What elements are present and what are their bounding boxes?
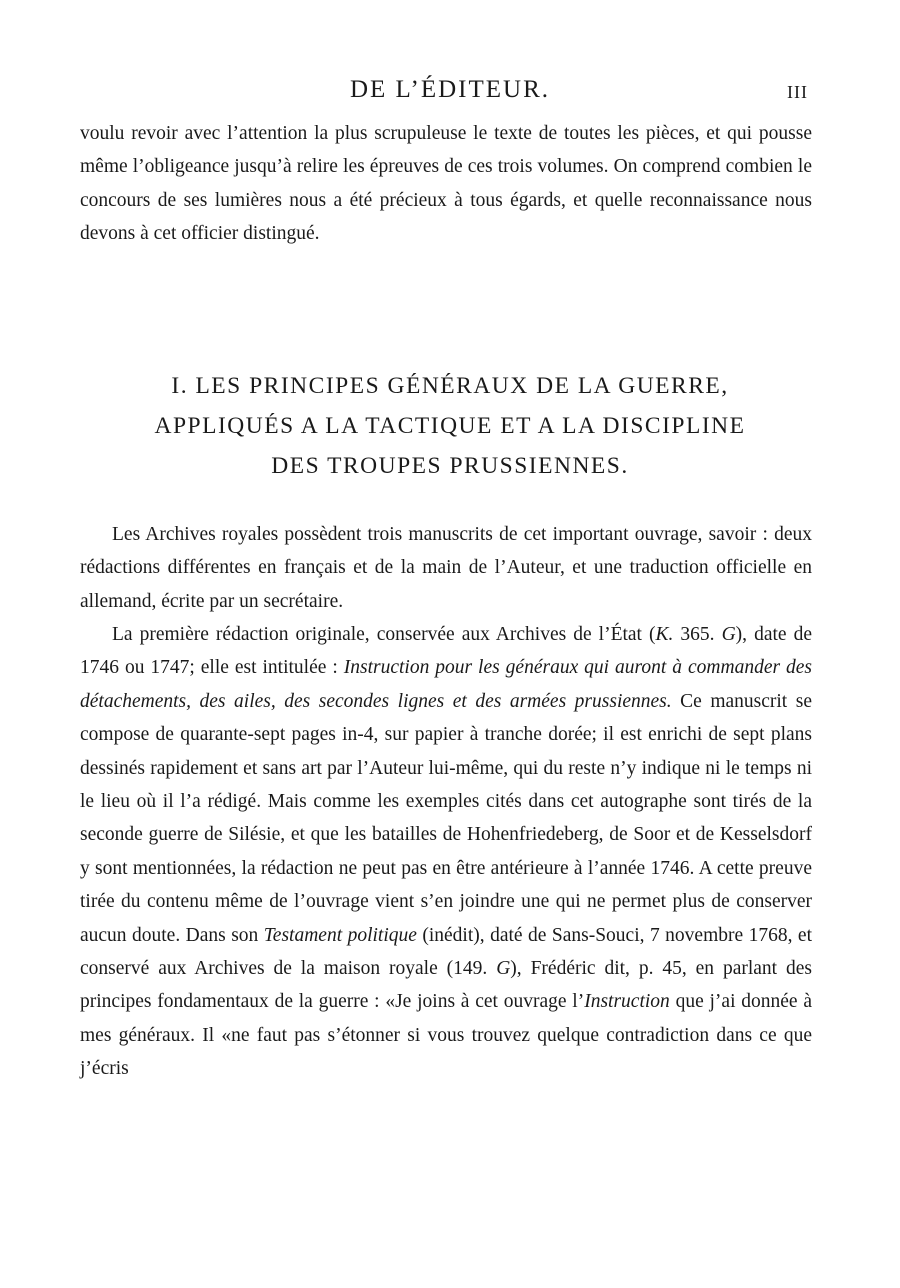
text-segment: (inédit), daté de Sans-Souci, 7 novembre 1768, et conservé aux Archives de la maison royale (149. [80,924,812,980]
text-segment: ), date de 1746 ou 1747; elle est intitulée : [80,624,812,679]
paragraph-manuscripts: Les Archives royales possèdent trois manuscrits de cet important ouvrage, savoir : deux rédactions différentes en français et de la main de l’Auteur, et une traduction officielle en allemand, écrite par un secrétaire. [80,524,812,612]
section-heading [0,366,900,486]
text-segment: que j’ai donnée à mes généraux. Il «ne faut pas s’étonner si vous trouvez quelque contradiction dans ce que j’écris [80,991,813,1080]
text-segment: La première rédaction originale, conservée aux Archives de l’État ( [112,624,656,645]
page-number: III [787,82,808,102]
archive-reference: G [721,624,736,645]
continued-paragraph: voulu revoir avec l’attention la plus scrupuleuse le texte de toutes les pièces, et qui pousse même l’obligeance jusqu’à relire les épreuves de ces trois volumes. On comprend combien le concours de ses lumières nous a été précieux à tous égards, et quelle reconnaissance nous devons à cet officier distingué. [80,123,812,245]
running-head [0,76,900,110]
section-heading-line-2: APPLIQUÉS A LA TACTIQUE ET A LA DISCIPLINE [154,413,746,439]
archive-reference: K. [655,624,674,645]
running-title: DE L’ÉDITEUR. [349,76,551,103]
text-segment: 365. [673,624,722,645]
work-title: Instruction [584,991,670,1013]
paragraph-first-redaction [80,618,812,1086]
work-title: Instruction pour les généraux qui auront à commander des détachements, des ailes, des secondes lignes et des armées prussiennes. [80,657,813,712]
section-heading-line-1: I. LES PRINCIPES GÉNÉRAUX DE LA GUERRE, [171,373,729,399]
archive-reference: G [496,958,511,980]
section-heading-line-3: DES TROUPES PRUSSIENNES. [271,453,629,479]
work-title: Testament politique [263,924,417,946]
text-segment: Ce manuscrit se compose de quarante-sept pages in-4, sur papier à tranche dorée; il est enrichi de sept plans dessinés rapidement et sans art par l’Auteur lui-même, qui du reste n’y indique ni le temps ni le lieu où il l’a rédigé. Mais comme les exemples cités dans cet autographe sont tirés de la seconde guerre de Silésie, et que les batailles de Hohenfriedeberg, de Soor et de Kesselsdorf y sont mentionnées, la rédaction ne peut pas en être antérieure à l’année 1746. A cette preuve tirée du contenu même de l’ouvrage vient s’en joindre une qui ne permet plus de conserver aucun doute. Dans son [80,690,812,946]
text-segment: ), Frédéric dit, p. 45, en parlant des principes fondamentaux de la guerre : «Je joins à cet ouvrage l’ [80,958,812,1013]
